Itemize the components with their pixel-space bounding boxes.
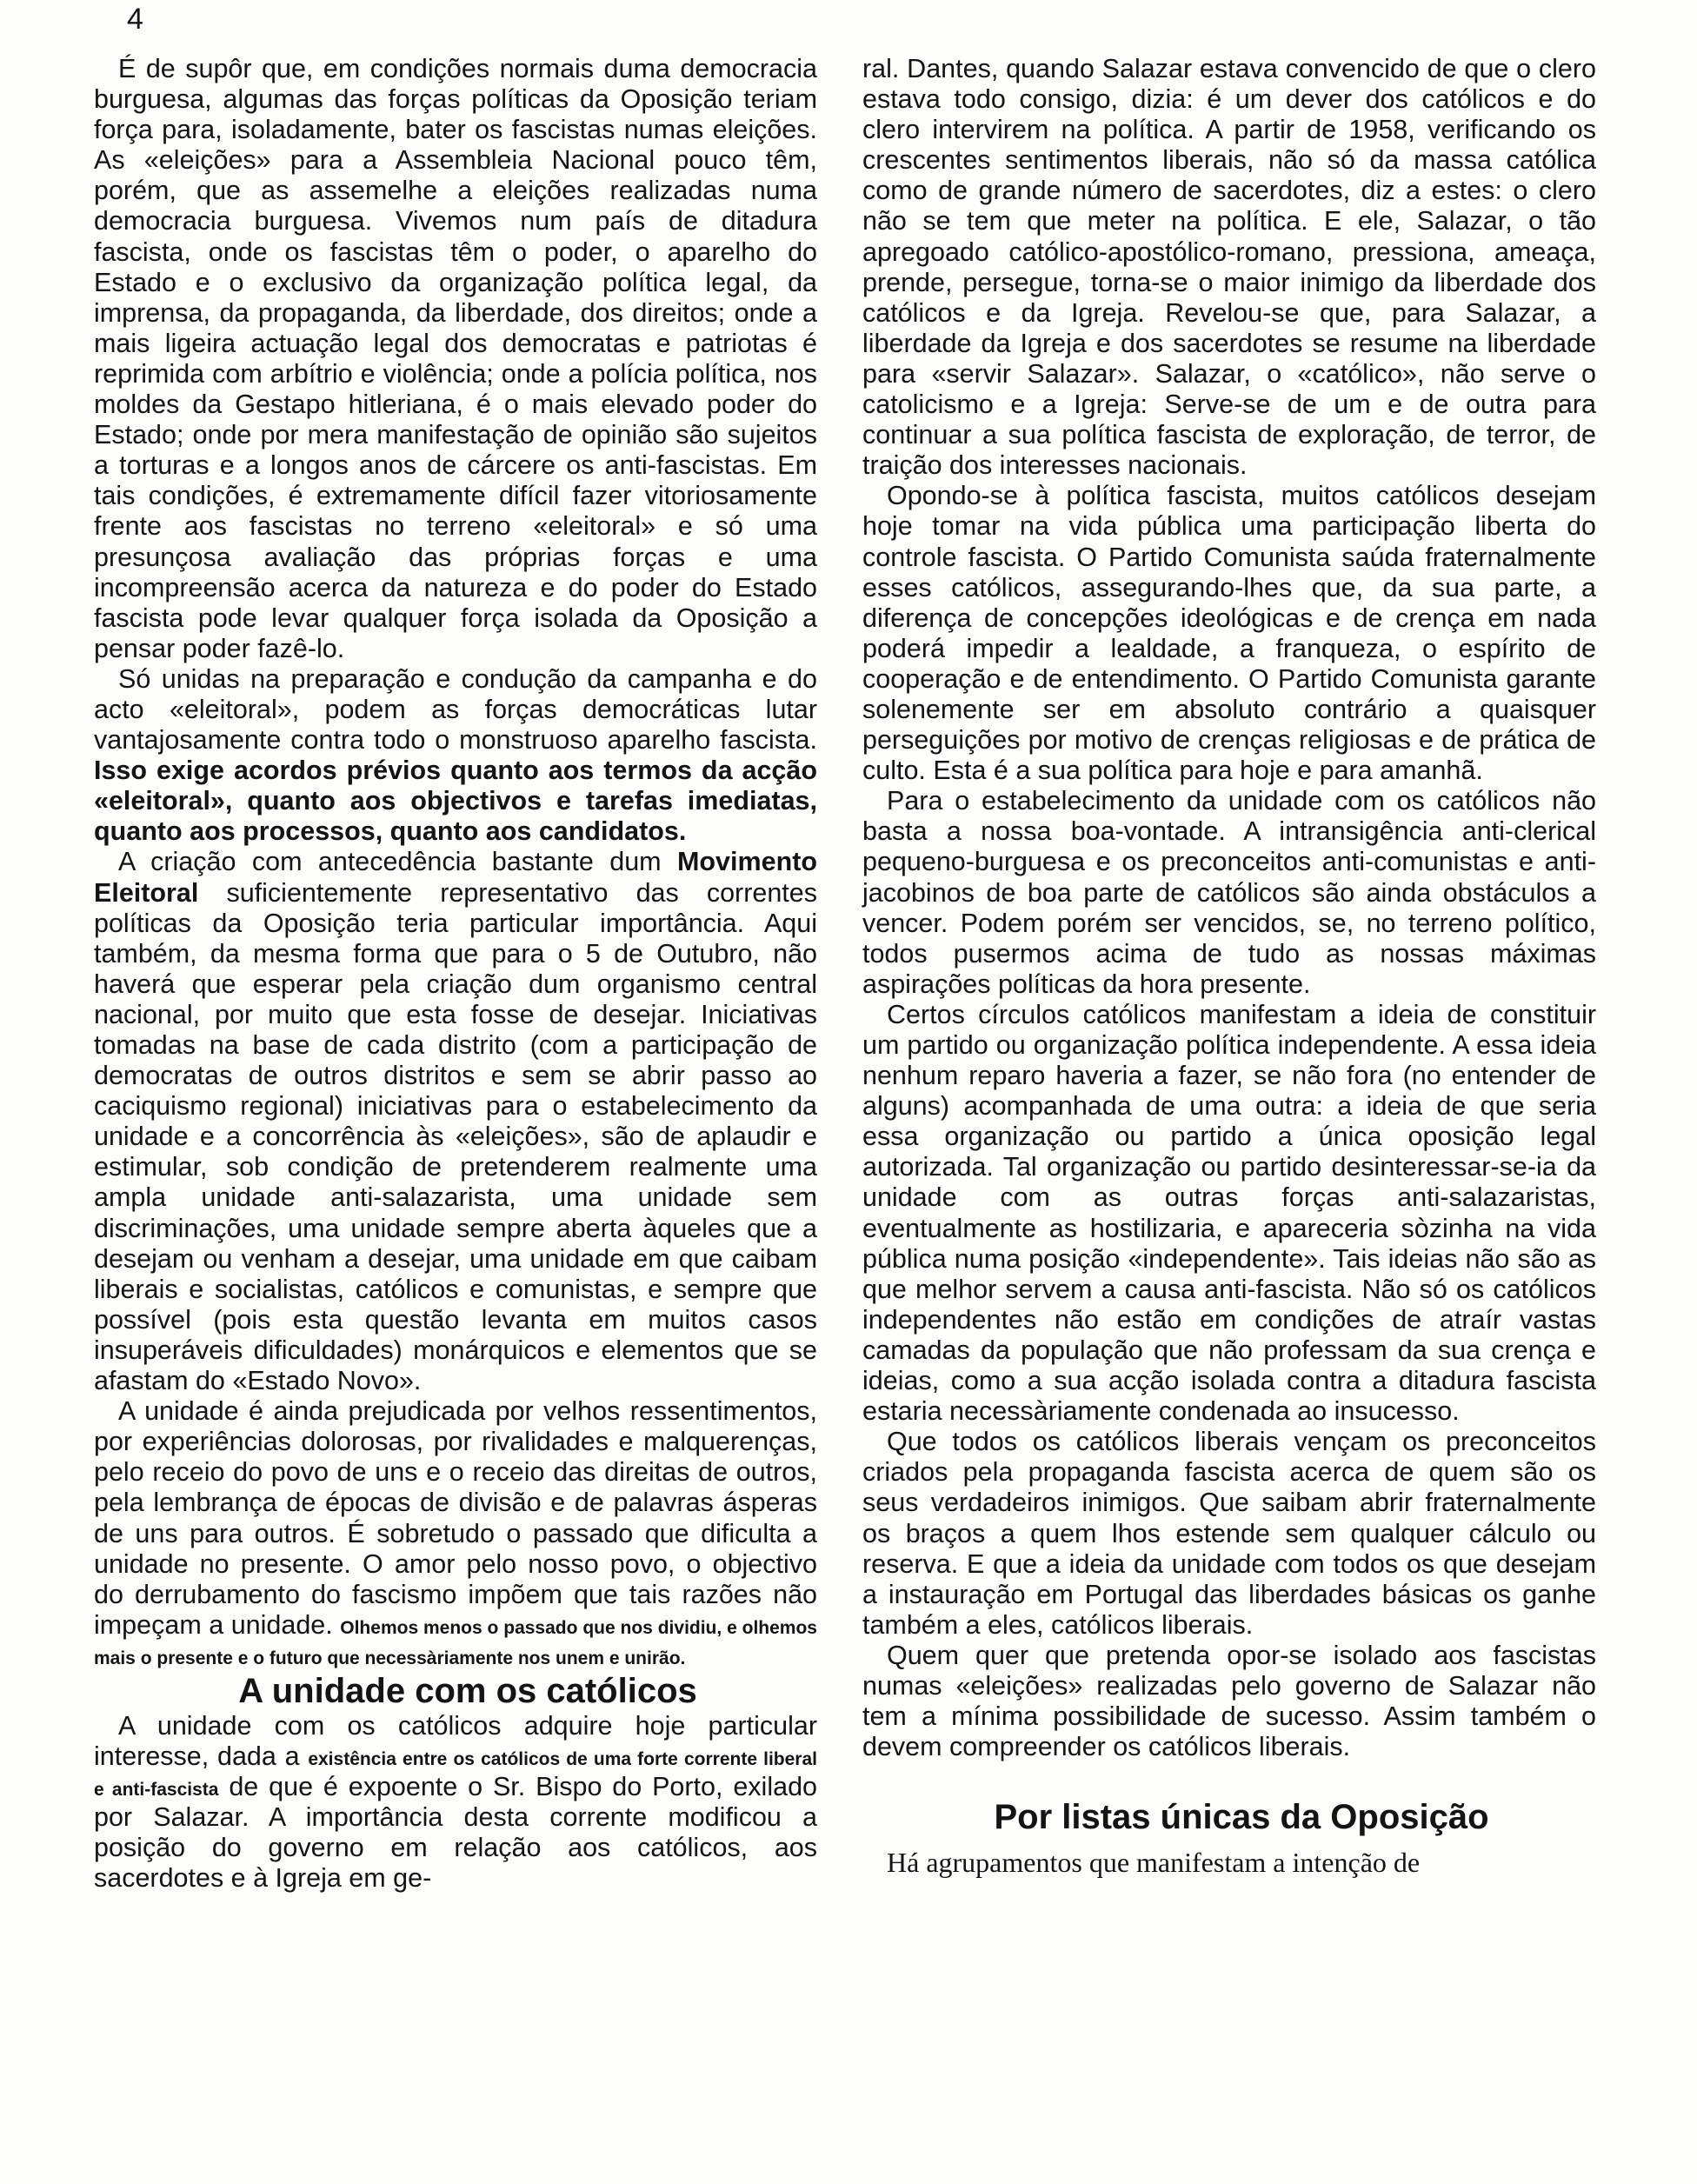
paragraph <box>94 1396 817 1671</box>
emphasis-text: Olhemos menos o passado que nos dividiu, e olhemos mais o presente e o futuro que necessàriamente nos unem e unirão. <box>94 1617 817 1668</box>
paragraph-text: Só unidas na preparação e condução da campanha e do acto «eleitoral», podem as forças democráticas lutar vantajosamente contra todo o monstruoso aparelho fascista. <box>94 663 817 756</box>
section-heading: Por listas únicas da Oposição <box>994 1798 1489 1837</box>
paragraph: Opondo-se à política fascista, muitos católicos desejam hoje tomar na vida pública uma participação liberta do controle fascista. O Partido Comunista saúda fraternalmente esses católicos, assegurando-lhes que, da sua parte, a diferença de concepções ideológicas e de crença em nada poderá impedir a lealdade, a franqueza, o espírito de cooperação e de entendimento. O Partido Comunista garante solenemente ser em absoluto contrário a quaisquer perseguições por motivo de crenças religiosas e de prática de culto. Esta é a sua política para hoje e para amanhã. <box>862 481 1596 786</box>
paragraph-text: A unidade com os católicos adquire hoje particular interesse, dada a <box>94 1710 817 1772</box>
emphasis-text: Movimento Eleitoral <box>94 847 817 908</box>
paragraph <box>94 1711 817 1894</box>
paragraph: Para o estabelecimento da unidade com os católicos não basta a nossa boa-vontade. A intransigência anti-clerical pequeno-burguesa e os preconceitos anti-comunistas e anti-jacobinos de boa parte de católicos são ainda obstáculos a vencer. Podem porém ser vencidos, se, no terreno político, todos pusermos acima de tudo as nossas máximas aspirações políticas da hora presente. <box>862 786 1596 999</box>
paragraph-text: A unidade é ainda prejudicada por velhos ressentimentos, por experiências dolorosas, por rivalidades e malquerenças, pelo receio do povo de uns e o receio das direitas de outros, pela lembrança de épocas de divisão e de palavras ásperas de uns para outros. É sobretudo o passado que dificulta a unidade no presente. O amor pelo nosso povo, o objectivo do derrubamento do fascismo impõem que tais razões não impeçam a unidade. <box>94 1396 817 1640</box>
paragraph: Certos círculos católicos manifestam a ideia de constituir um partido ou organização política independente. A essa ideia nenhum reparo haveria a fazer, se não fora (no entender de alguns) acompanhada de uma outra: a ideia de que seria essa organização ou partido a única oposição legal autorizada. Tal organização ou partido desinteressar-se-ia da unidade com as outras forças anti-salazaristas, eventualmente as hostilizaria, e apareceria sòzinha na vida pública numa posição «independente». Tais ideias não são as que melhor servem a causa anti-fascista. Não só os católicos independentes não estão em condições de atraír vastas camadas da população que não professam da sua crença e ideias, como a sua acção isolada contra a ditadura fascista estaria necessàriamente condenada ao insucesso. <box>862 999 1596 1427</box>
paragraph: ral. Dantes, quando Salazar estava convencido de que o clero estava todo consigo, dizia: é um dever dos católicos e do clero intervirem na política. A partir de 1958, verificando os crescentes sentimentos liberais, não só da massa católica como de grande número de sacerdotes, diz a estes: o clero não se tem que meter na política. E ele, Salazar, o tão apregoado católico-apostólico-romano, pressiona, ameaça, prende, persegue, torna-se o maior inimigo da liberdade dos católicos e da Igreja. Revelou-se que, para Salazar, a liberdade da Igreja e dos sacerdotes se resume na liberdade para «servir Salazar». Salazar, o «católico», não serve o catolicismo e a Igreja: Serve-se de um e de outra para continuar a sua política fascista de exploração, de terror, de traição dos interesses nacionais. <box>862 54 1596 481</box>
paragraph: Quem quer que pretenda opor-se isolado aos fascistas numas «eleições» realizadas pelo governo de Salazar não tem a mínima possibilidade de sucesso. Assim também o devem compreender os católicos liberais. <box>862 1640 1596 1762</box>
paragraph-text: suficientemente representativo das correntes políticas da Oposição teria particular importância. Aqui também, da mesma forma que para o 5 de Outubro, não haverá que esperar pela criação dum organismo central nacional, por muito que esta fosse de desejar. Iniciativas tomadas na base de cada distrito (com a participação de democratas de outros distritos e sem se abrir passo ao caciquismo regional) iniciativas para o estabelecimento da unidade e a concorrência às «eleições», são de aplaudir e estimular, sob condição de pretenderem realmente uma ampla unidade anti-salazarista, uma unidade sem discriminações, uma unidade sempre aberta àqueles que a desejam ou venham a desejar, uma unidade em que caibam liberais e socialistas, católicos e comunistas, e sempre que possível (pois esta questão levanta em muitos casos insuperáveis dificuldades) monárquicos e elementos que se afastam do «Estado Novo». <box>94 877 817 1396</box>
paragraph: É de supôr que, em condições normais duma democracia burguesa, algumas das forças políticas da Oposição teriam força para, isoladamente, bater os fascistas numas eleições. As «eleições» para a Assembleia Nacional pouco têm, porém, que as assemelhe a eleições realizadas numa democracia burguesa. Vivemos num país de ditadura fascista, onde os fascistas têm o poder, o aparelho do Estado e o exclusivo da organização política legal, da imprensa, da propaganda, da liberdade, dos direitos; onde a mais ligeira actuação legal dos democratas e patriotas é reprimida com arbítrio e violência; onde a polícia política, nos moldes da Gestapo hitleriana, é o mais elevado poder do Estado; onde por mera manifestação de opinião são sujeitos a torturas e a longos anos de cárcere os anti-fascistas. Em tais condições, é extremamente difícil fazer vitoriosamente frente aos fascistas no terreno «eleitoral» e só uma presunçosa avaliação das próprias forças e uma incompreensão acerca da natureza e do poder do Estado fascista pode levar qualquer força isolada da Oposição a pensar poder fazê-lo. <box>94 54 817 663</box>
section-heading: A unidade com os católicos <box>238 1671 697 1710</box>
paragraph-text: de que é expoente o Sr. Bispo do Porto, exilado por Salazar. A importância desta corrente modificou a posição do governo em relação aos católicos, aos sacerdotes e à Igreja em ge- <box>94 1772 817 1894</box>
paragraph-text: A criação com antecedência bastante dum <box>118 847 662 877</box>
paragraph: Há agrupamentos que manifestam a intenção de <box>887 1847 1421 1879</box>
page-number: 4 <box>127 3 143 36</box>
paragraph <box>94 847 817 1396</box>
emphasis-text: existência entre os católicos de uma forte corrente liberal e anti-fascista <box>94 1749 817 1801</box>
paragraph <box>94 664 817 848</box>
right-column <box>862 54 1596 1878</box>
paragraph: Que todos os católicos liberais vençam os preconceitos criados pela propaganda fascista acerca de quem são os seus verdadeiros inimigos. Que saibam abrir fraternalmente os braços a quem lhos estende sem qualquer cálculo ou reserva. E que a ideia da unidade com todos os que desejam a instauração em Portugal das liberdades básicas os ganhe também a eles, católicos liberais. <box>862 1427 1596 1640</box>
emphasis-text: Isso exige acordos prévios quanto aos termos da acção «eleitoral», quanto aos objectivos e tarefas imediatas, quanto aos processos, quanto aos candidatos. <box>94 756 817 847</box>
left-column <box>94 54 817 1894</box>
